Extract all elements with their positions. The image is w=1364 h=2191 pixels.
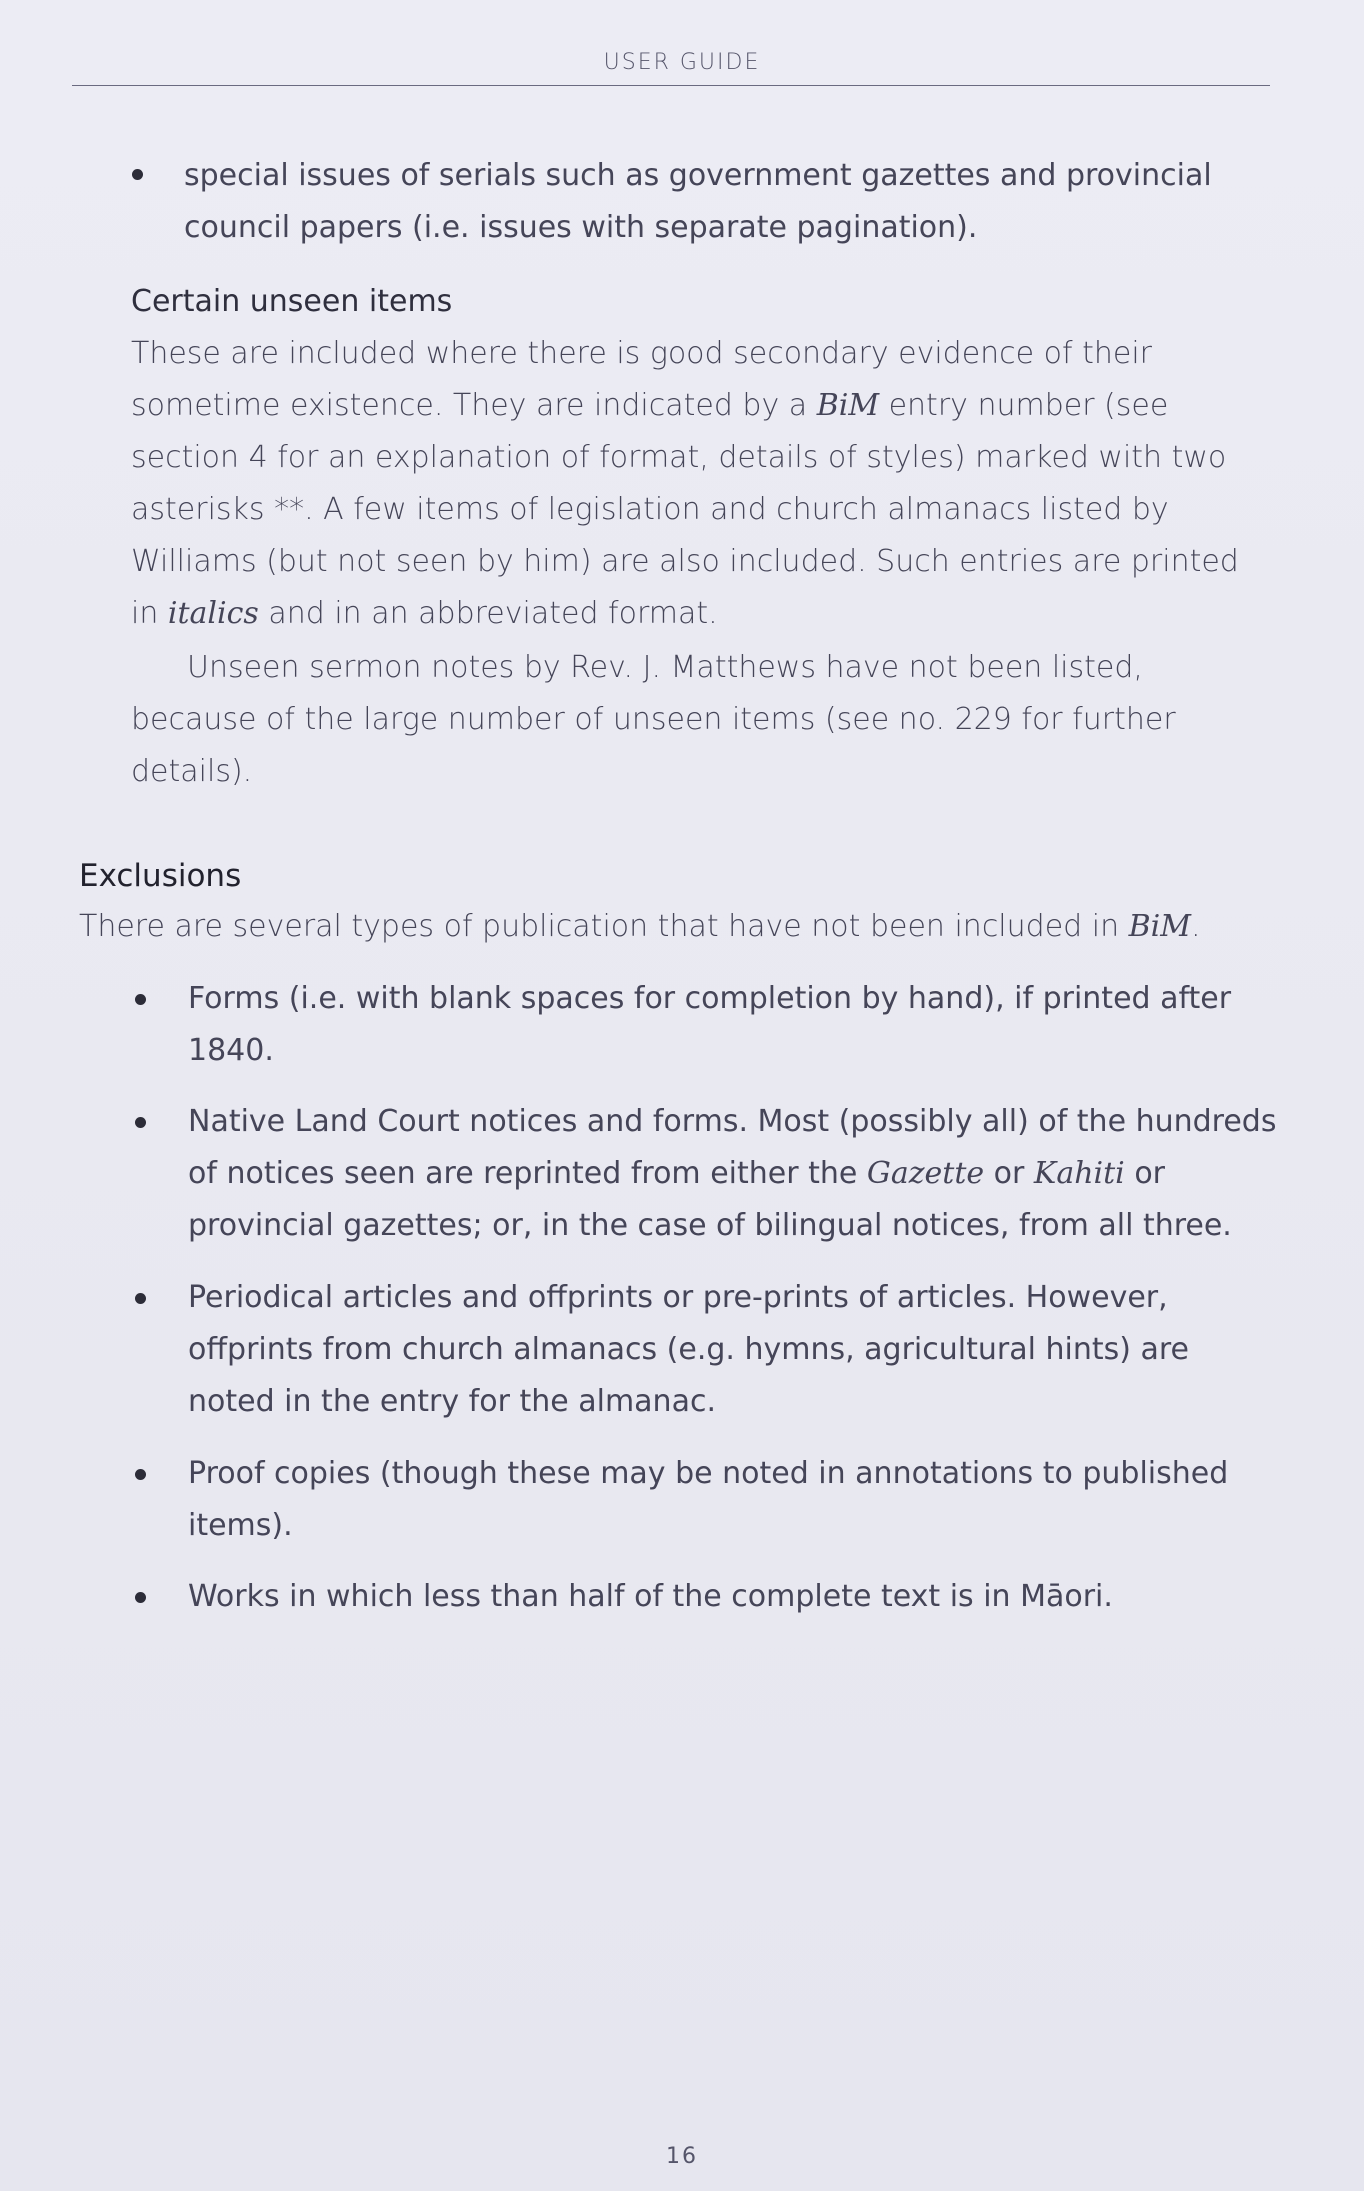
list-item-text: or provincial gazettes; or, in the case of bilingual notices, from all three. [188, 1156, 1232, 1243]
bim-italic: BiM [1128, 909, 1191, 944]
list-item-text: Forms (i.e. with blank spaces for completion by hand), if printed after 1840. [188, 981, 1232, 1068]
bullet-icon [135, 1117, 146, 1128]
paragraph-unseen-items [131, 328, 1261, 640]
bullet-icon [135, 994, 146, 1005]
kahiti-italic: Kahiti [1033, 1156, 1125, 1191]
paragraph-text: There are several types of publication that have not been included in [79, 909, 1129, 944]
paragraph-exclusions-intro [79, 901, 1269, 953]
list-item-native-land-court [188, 1096, 1283, 1252]
page-number: 16 [666, 2144, 698, 2169]
list-item-text: Proof copies (though these may be noted in annotations to published items). [188, 1456, 1229, 1543]
list-item-text: Works in which less than half of the complete text is in Māori. [188, 1579, 1113, 1614]
paragraph-text: These are included where there is good secondary evidence of their sometime existence. They are indicated by a [131, 336, 1153, 423]
italics-word: italics [167, 596, 259, 631]
subheading-certain-unseen-items: Certain unseen items [131, 284, 453, 319]
list-item-text: Native Land Court notices and forms. Most (possibly all) of the hundreds of notices seen are reprinted from either the [188, 1104, 1277, 1191]
running-head: USER GUIDE [603, 50, 761, 75]
paragraph-sermon-notes: Unseen sermon notes by Rev. J. Matthews have not been listed, because of the large number of unseen items (see no. 229 for further details). [131, 650, 1176, 789]
bullet-icon [135, 1293, 146, 1304]
bullet-icon [135, 1592, 146, 1603]
heading-exclusions: Exclusions [79, 858, 242, 894]
list-item-text: or [984, 1156, 1034, 1191]
list-item-text: Periodical articles and offprints or pre-prints of articles. However, offprints from church almanacs (e.g. hymns, agricultural hints) are noted in the entry for the almanac. [188, 1280, 1189, 1419]
list-item-text: special issues of serials such as government gazettes and provincial council papers (i.e. issues with separate pagination). [184, 158, 1212, 245]
list-item-proof-copies [188, 1448, 1248, 1552]
list-item-works-maori [188, 1571, 1248, 1623]
paragraph-text: . [1190, 909, 1201, 944]
bullet-icon [135, 1469, 146, 1480]
header-rule [72, 85, 1270, 86]
gazette-italic: Gazette [866, 1156, 985, 1191]
paragraph-text: entry number (see section 4 for an explanation of format, details of styles) marked with two asterisks **. A few items of legislation and church almanacs listed by Williams (but not seen by him) are also included. Such entries are printed in [131, 388, 1239, 631]
paragraph-text: and in an abbreviated format. [258, 596, 718, 631]
list-item-forms [188, 973, 1248, 1077]
bullet-icon [132, 169, 143, 180]
bim-italic: BiM [816, 388, 880, 423]
list-item-special-issues [184, 150, 1234, 254]
list-item-periodical-articles [188, 1272, 1248, 1428]
